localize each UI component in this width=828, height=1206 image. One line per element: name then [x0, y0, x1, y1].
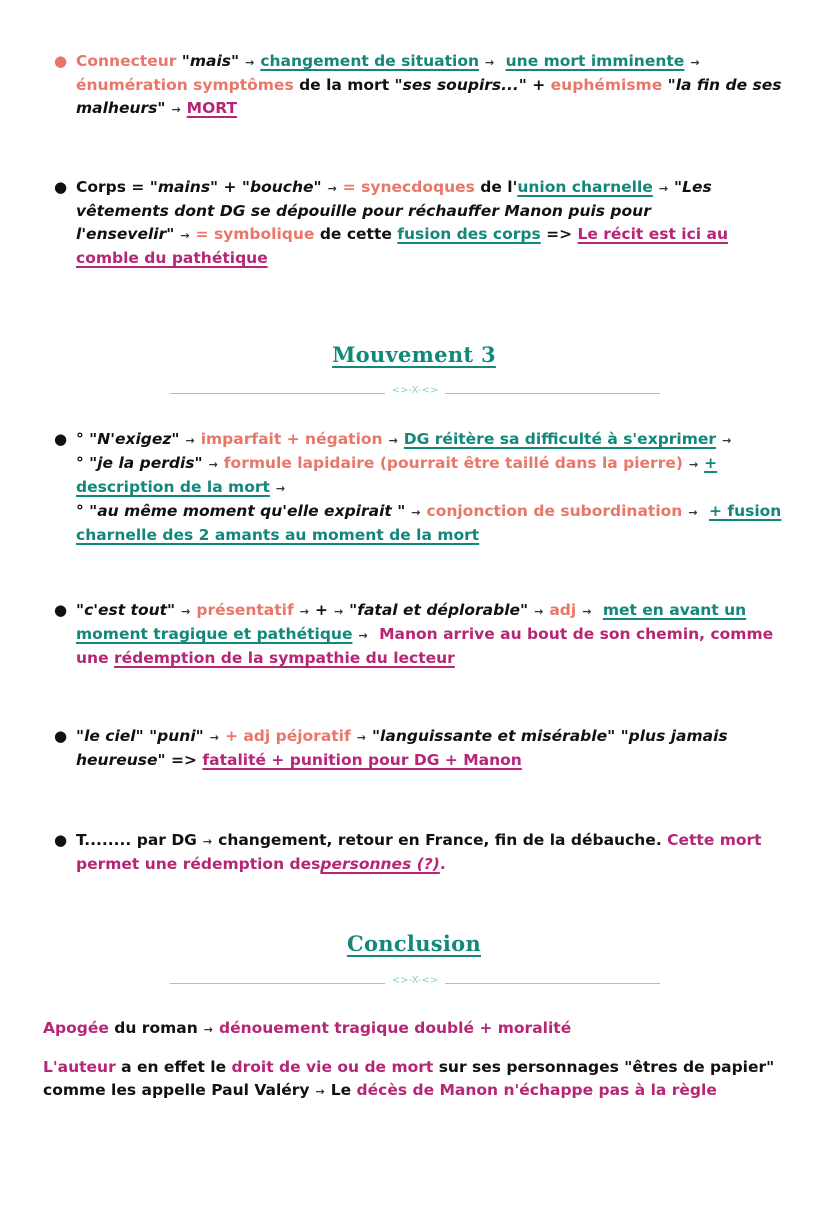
text: T........ par DG	[76, 831, 197, 849]
text: +	[314, 601, 328, 619]
text: Le	[330, 1081, 357, 1099]
sub-line-1	[76, 428, 788, 452]
arrow-icon: →	[722, 434, 732, 447]
text: =	[195, 225, 209, 243]
text: "mais"	[181, 52, 240, 70]
section-title-mouvement: Mouvement 3	[332, 342, 496, 367]
sub-line-3	[76, 500, 788, 547]
text: ° "au même moment qu'elle expirait "	[76, 502, 406, 520]
text: "ses soupirs..."	[394, 76, 527, 94]
text: Connecteur	[76, 52, 182, 70]
text: ° "N'exigez"	[76, 430, 180, 448]
text: présentatif	[196, 601, 294, 619]
bullet-item-2	[54, 176, 788, 270]
arrow-icon: →	[358, 629, 368, 642]
text: = synecdoques	[342, 178, 475, 196]
bullet-dot: ●	[54, 430, 68, 448]
text: =>	[540, 225, 578, 243]
arrow-icon: →	[299, 605, 309, 618]
text: +	[526, 76, 551, 94]
text: DG réitère sa difficulté à s'exprimer	[403, 430, 717, 448]
text: droit de vie ou de mort	[231, 1058, 434, 1076]
text: Le récit est ici au comble du pathétique	[76, 225, 728, 267]
text: "bouche"	[241, 178, 322, 196]
text: changement, retour en France, fin de la débauche.	[218, 831, 662, 849]
text: Apogée	[43, 1019, 109, 1037]
text: "fatal et déplorable"	[349, 601, 529, 619]
text: "le ciel" "puni"	[76, 727, 204, 745]
arrow-icon: →	[356, 731, 366, 744]
text: imparfait + négation	[200, 430, 383, 448]
text: fusion des corps	[397, 225, 541, 243]
text: "Les vêtements dont DG se dépouille pour réchauffer Manon puis pour l'ensevelir"	[76, 178, 712, 243]
text: "la fin de ses malheurs"	[76, 76, 782, 117]
text: de cette	[314, 225, 398, 243]
text: décès de Manon n'échappe pas à la règle	[356, 1081, 717, 1099]
text: +	[704, 454, 718, 472]
bullet-dot: ●	[54, 601, 68, 619]
conclusion-line-1	[43, 1017, 803, 1041]
arrow-icon: →	[202, 835, 213, 848]
text: Manon arrive au bout de son chemin, comme une	[76, 625, 774, 667]
text: =>	[165, 751, 203, 769]
arrow-icon: →	[688, 506, 698, 519]
bullet-dot: ●	[54, 831, 68, 849]
bullet-dot: ●	[54, 52, 68, 70]
text: + adj péjoratif	[224, 727, 351, 745]
text: rédemption de la sympathie du lecteur	[113, 649, 455, 667]
arrow-icon: →	[181, 605, 191, 618]
text: fatalité + punition pour DG + Manon	[202, 751, 522, 769]
bullet-dot: ●	[54, 178, 68, 196]
ornament-icon: <>-X-<>	[391, 385, 439, 396]
text: + fusion charnelle des 2 amants au moment de la mort	[76, 502, 782, 544]
bullet-item-3	[54, 428, 788, 547]
text: description de la mort	[76, 478, 270, 496]
arrow-icon: →	[582, 605, 592, 618]
bullet-item-5	[54, 725, 788, 772]
text: dénouement tragique doublé + moralité	[218, 1019, 572, 1037]
arrow-icon: →	[658, 182, 669, 195]
arrow-icon: →	[688, 458, 699, 471]
section-title-conclusion: Conclusion	[346, 931, 482, 956]
arrow-icon: →	[203, 1023, 213, 1036]
text: met en avant un moment tragique et pathétique	[76, 601, 747, 643]
text: conjonction de subordination	[426, 502, 683, 520]
arrow-icon: →	[180, 229, 190, 242]
text: sur ses personnages "êtres de papier" comme les appelle Paul Valéry	[43, 1058, 775, 1099]
arrow-icon: →	[171, 103, 181, 116]
divider	[170, 975, 660, 988]
arrow-icon: →	[209, 731, 219, 744]
arrow-icon: →	[388, 434, 398, 447]
text: L'auteur	[43, 1058, 116, 1076]
bullet-item-6	[54, 829, 788, 876]
arrow-icon: →	[485, 56, 495, 69]
text: adj	[549, 601, 577, 619]
arrow-icon: →	[315, 1085, 325, 1098]
ornament-icon: <>-X-<>	[391, 975, 439, 986]
bullet-item-1	[54, 50, 788, 121]
text: ° "je la perdis"	[76, 454, 203, 472]
text: symbolique	[213, 225, 315, 243]
arrow-icon: →	[534, 605, 544, 618]
arrow-icon: →	[208, 458, 218, 471]
text: .	[439, 855, 446, 873]
arrow-icon: →	[690, 56, 700, 69]
text: énumération symptômes	[76, 76, 294, 94]
arrow-icon: →	[327, 182, 337, 195]
text: du roman	[108, 1019, 198, 1037]
arrow-icon: →	[275, 482, 286, 495]
text: Corps =	[76, 178, 150, 196]
divider	[170, 385, 660, 398]
text: "c'est tout"	[76, 601, 176, 619]
text: "languissante et misérable" "plus jamais heureuse"	[76, 727, 728, 769]
text: +	[218, 178, 242, 196]
arrow-icon: →	[185, 434, 195, 447]
text: de la mort	[293, 76, 395, 94]
arrow-icon: →	[245, 56, 255, 69]
text: une mort imminente	[505, 52, 685, 70]
sub-line-2	[76, 452, 788, 500]
text: euphémisme	[550, 76, 663, 94]
text: de l'	[474, 178, 518, 196]
bullet-item-4	[54, 599, 788, 670]
text: union charnelle	[517, 178, 653, 196]
arrow-icon: →	[411, 506, 421, 519]
text: personnes (?)	[320, 855, 440, 873]
text: a en effet le	[115, 1058, 232, 1076]
text: MORT	[186, 99, 238, 117]
arrow-icon: →	[333, 605, 344, 618]
text: Cette mort permet une rédemption des	[76, 831, 762, 873]
bullet-dot: ●	[54, 727, 68, 745]
text: "mains"	[149, 178, 219, 196]
text: changement de situation	[260, 52, 480, 70]
conclusion-paragraph	[43, 1056, 783, 1103]
text: formule lapidaire (pourrait être taillé dans la pierre)	[223, 454, 683, 472]
